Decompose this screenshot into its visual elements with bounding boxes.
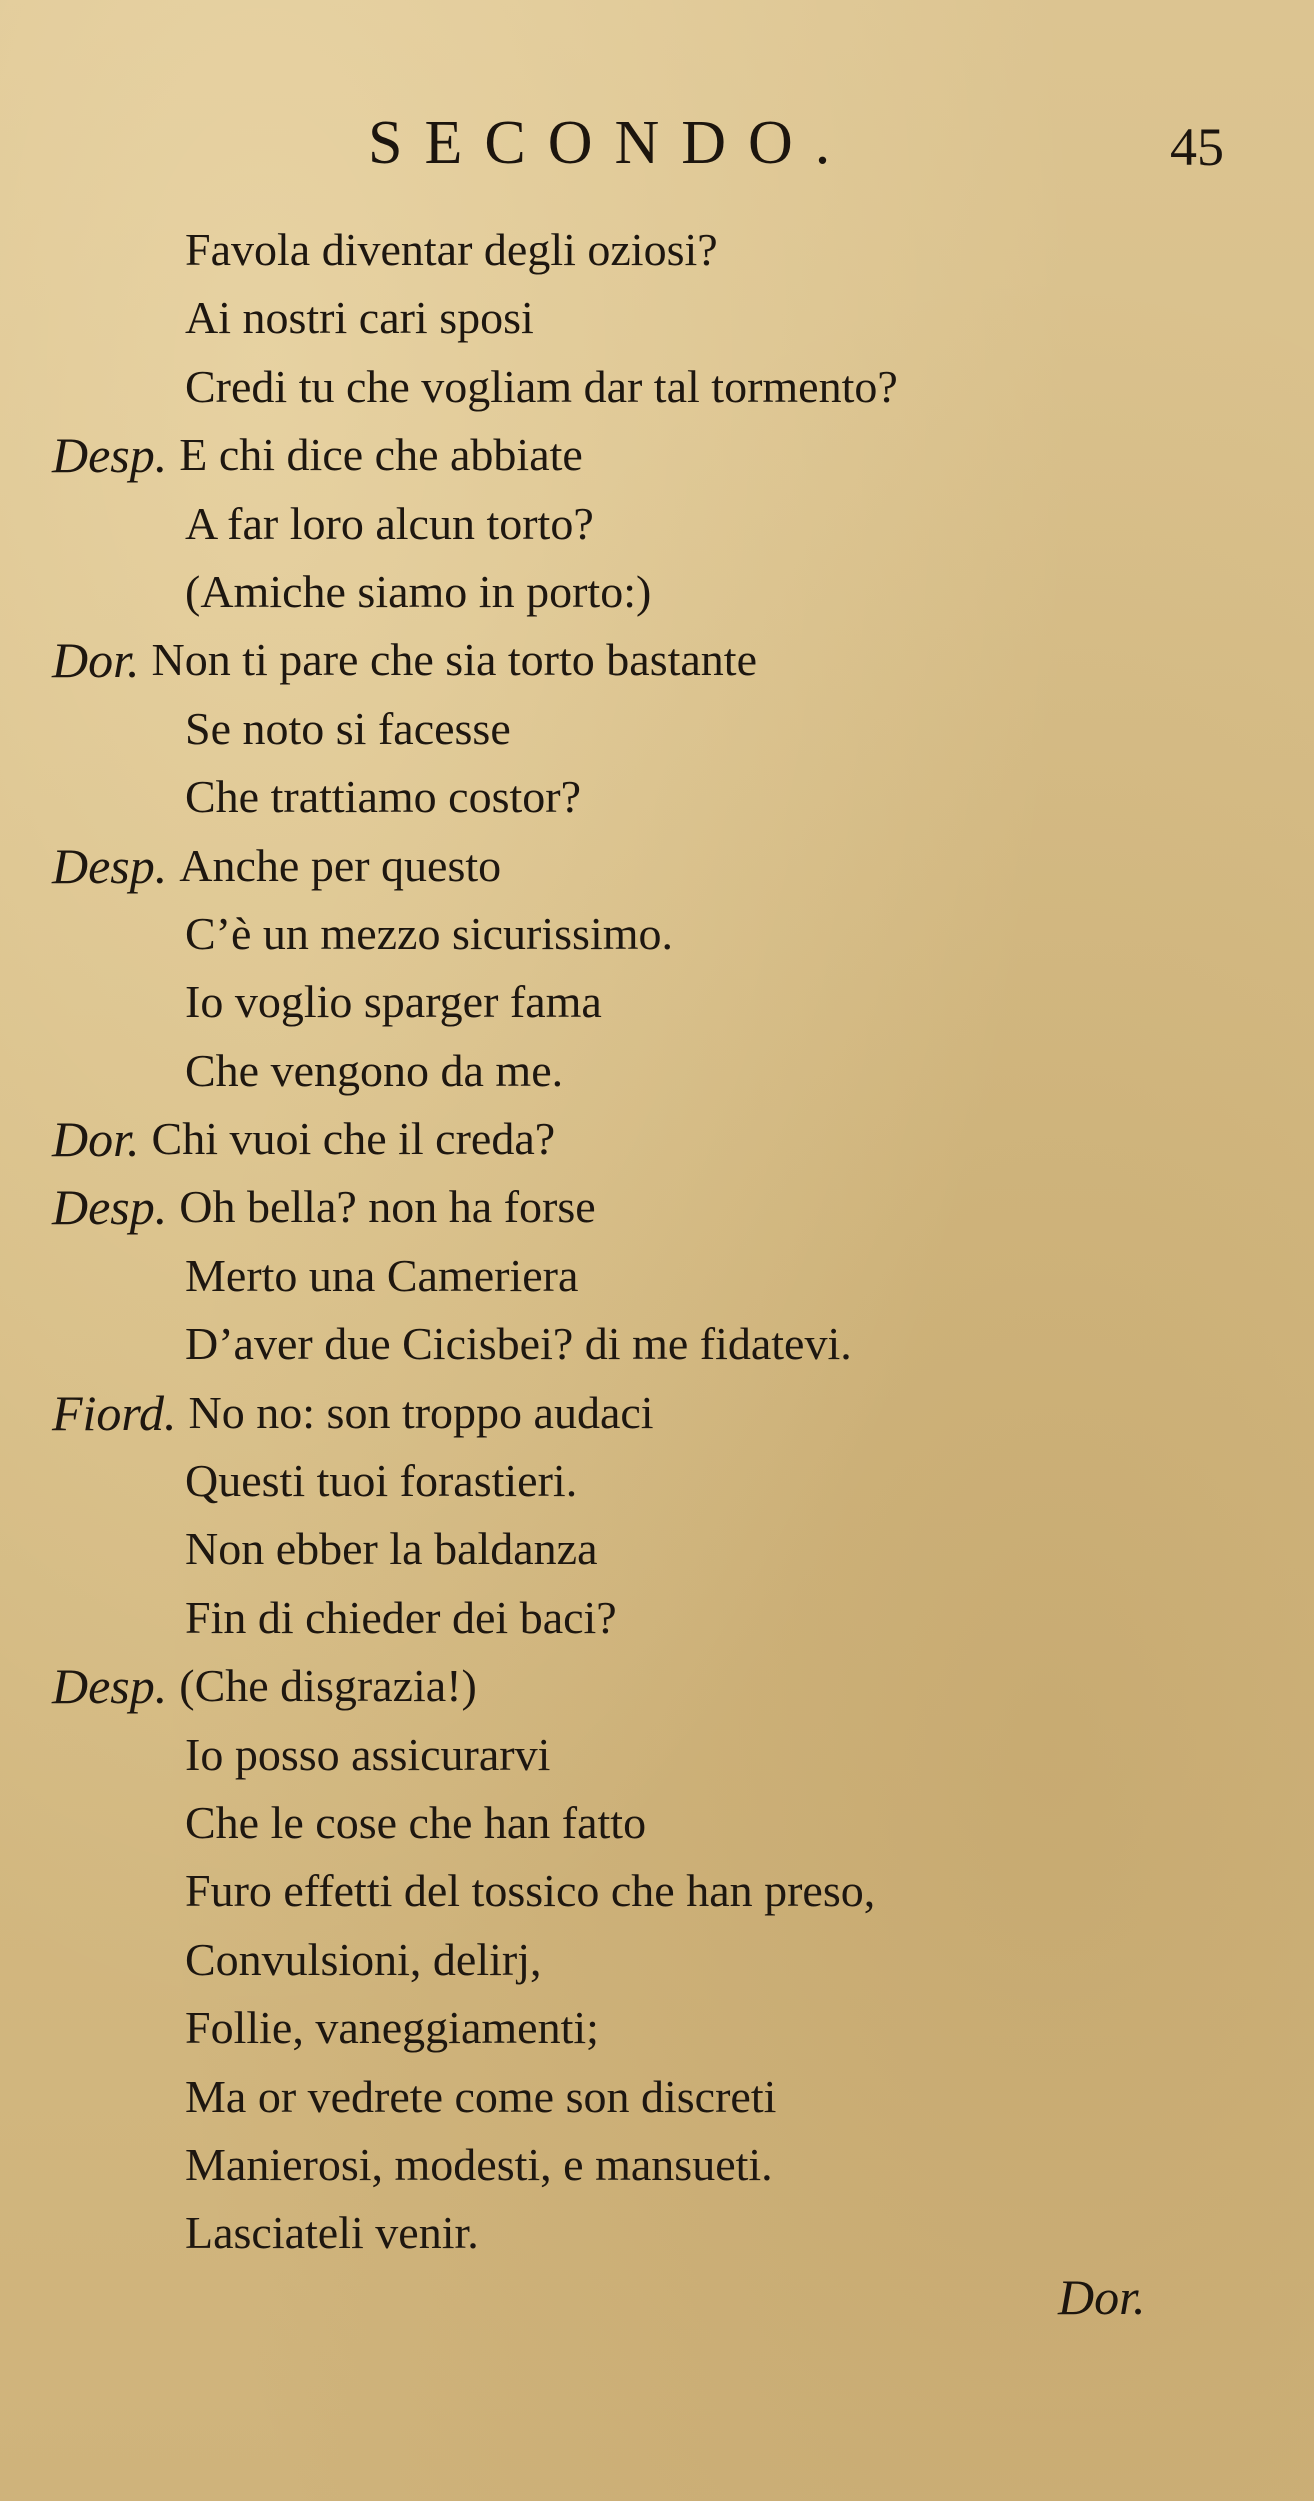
- verse-text: Merto una Cameriera: [185, 1249, 579, 1301]
- verse-line: [52, 1926, 1292, 1994]
- verse-line: [52, 1173, 1292, 1241]
- verse-text: Convulsioni, delirj,: [185, 1933, 542, 1985]
- speaker-name: Desp.: [52, 1179, 168, 1236]
- page-number: 45: [1170, 117, 1224, 177]
- verse-line: [52, 1447, 1292, 1515]
- verse-line: [52, 558, 1292, 626]
- verse-text: Io posso assicurarvi: [185, 1728, 551, 1780]
- verse-text: Favola diventar degli oziosi?: [185, 224, 718, 275]
- verse-text: Che le cose che han fatto: [185, 1796, 647, 1848]
- verse-line: [52, 900, 1292, 968]
- verse-line: [52, 1310, 1292, 1378]
- verse-line: [52, 1789, 1292, 1857]
- verse-text: (Amiche siamo in porto:): [185, 565, 652, 617]
- verse-text: Io voglio sparger fama: [185, 976, 602, 1028]
- verse-line: [52, 490, 1292, 558]
- verse-text: E chi dice che abbiate: [179, 429, 583, 481]
- verse-text: Fin di chieder dei baci?: [185, 1591, 617, 1643]
- speaker-name: Desp.: [52, 1658, 168, 1715]
- verse-line: [52, 695, 1292, 763]
- verse-text: A far loro alcun torto?: [185, 497, 594, 549]
- verse-line: [52, 1584, 1292, 1652]
- verse-line: [52, 1994, 1292, 2062]
- speaker-name: Dor.: [52, 632, 140, 689]
- verse-text: Non ebber la baldanza: [185, 1523, 598, 1575]
- speaker-name: Dor.: [52, 1111, 140, 1168]
- verse-line: [52, 1515, 1292, 1583]
- verse-text: Che trattiamo costor?: [185, 771, 581, 823]
- verse-text: Non ti pare che sia torto bastante: [151, 634, 757, 686]
- verse-text: Lasciateli venir.: [185, 2207, 479, 2259]
- verse-text: No no: son troppo audaci: [188, 1386, 654, 1438]
- verse-line: [52, 1105, 1292, 1173]
- verse-line: [52, 1379, 1292, 1447]
- verse-text: Furo effetti del tossico che han preso,: [185, 1865, 876, 1917]
- verse-line: [52, 1721, 1292, 1789]
- verse-text-block: [52, 216, 1292, 2268]
- verse-line: [52, 421, 1292, 489]
- verse-text: (Che disgrazia!): [179, 1660, 477, 1712]
- verse-line: [52, 1242, 1292, 1310]
- verse-line: [52, 1652, 1292, 1720]
- verse-line: [52, 626, 1292, 694]
- verse-line: [52, 1857, 1292, 1925]
- verse-text: Manierosi, modesti, e mansueti.: [185, 2138, 773, 2190]
- verse-line: [52, 2199, 1292, 2267]
- verse-line: [52, 284, 1292, 352]
- verse-text: Se noto si facesse: [185, 702, 511, 754]
- verse-text: Credi tu che vogliam dar tal tormento?: [185, 360, 898, 412]
- verse-text: Oh bella? non ha forse: [179, 1181, 596, 1233]
- running-title: SECONDO.: [368, 109, 853, 177]
- verse-text: Ma or vedrete come son discreti: [185, 2070, 777, 2122]
- verse-text: D’aver due Cicisbei? di me fidatevi.: [185, 1318, 852, 1370]
- verse-line: [52, 968, 1292, 1036]
- verse-line: [52, 353, 1292, 421]
- speaker-name: Desp.: [52, 427, 168, 484]
- verse-text: Chi vuoi che il creda?: [151, 1113, 556, 1165]
- verse-text: Che vengono da me.: [185, 1044, 564, 1096]
- verse-text: C’è un mezzo sicurissimo.: [185, 907, 674, 959]
- speaker-name: Desp.: [52, 837, 168, 894]
- speaker-name: Fiord.: [52, 1384, 177, 1441]
- verse-text: Follie, vaneggiamenti;: [185, 2002, 599, 2054]
- verse-line: [52, 216, 1292, 284]
- verse-text: Questi tuoi forastieri.: [185, 1455, 578, 1507]
- verse-line: [52, 832, 1292, 900]
- verse-line: [52, 2063, 1292, 2131]
- catchword: Dor.: [1058, 2269, 1146, 2325]
- verse-line: [52, 2131, 1292, 2199]
- verse-text: Anche per questo: [179, 839, 502, 891]
- verse-line: [52, 1037, 1292, 1105]
- verse-text: Ai nostri cari sposi: [185, 292, 534, 344]
- verse-line: [52, 763, 1292, 831]
